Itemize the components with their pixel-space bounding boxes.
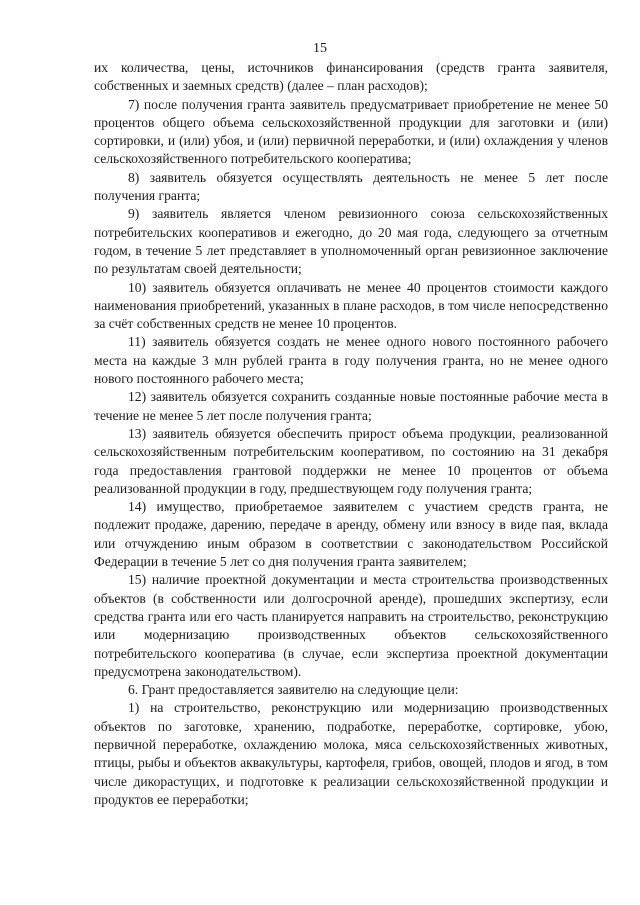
paragraph-item-7: 7) после получения гранта заявитель предусматривает приобретение не менее 50 процентов общего объема сельскохозяйственной продукции для заготовки и (или) сортировки, и (или) убоя, и (или) первичной переработки, и (или) охлаждения у членов сельскохозяйственного потребительского кооператива;: [94, 96, 608, 167]
paragraph-item-8: 8) заявитель обязуется осуществлять деятельность не менее 5 лет после получения гранта;: [94, 169, 608, 204]
paragraph-item-14: 14) имущество, приобретаемое заявителем с участием средств гранта, не подлежит продаже, дарению, передаче в аренду, обмену или взносу в виде пая, вклада или отчуждению иным образом в соответствии с законодательством Российской Федерации в течение 5 лет со дня получения гранта заявителем;: [94, 499, 608, 570]
paragraph-continuation: их количества, цены, источников финансирования (средств гранта заявителя, собственных и заемных средств) (далее – план расходов);: [94, 60, 608, 94]
paragraph-section-6: 6. Грант предоставляется заявителю на следующие цели:: [128, 682, 459, 698]
paragraph-item-13: 13) заявитель обязуется обеспечить прирост объема продукции, реализованной сельскохозяйственным потребительским кооперативом, по состоянию на 31 декабря года предоставления грантовой поддержки не менее 10 процентов от объема реализованной продукции в году, предшествующем году получения гранта;: [94, 425, 608, 496]
paragraph-item-15: 15) наличие проектной документации и места строительства производственных объектов (в собственности или долгосрочной аренде), прошедших экспертизу, если средства гранта или его часть планируется направить на строительство, реконструкцию или модернизацию производственных объектов сельскохозяйственного потребительского кооператива (в случае, если экспертиза проектной документации предусмотрена законодательством).: [94, 572, 608, 679]
paragraph-item-9: 9) заявитель является членом ревизионного союза сельскохозяйственных потребительских кооперативов и ежегодно, до 20 мая года, следующего за отчетным годом, в течение 5 лет представляет в уполномоченный орган ревизионное заключение по результатам своей деятельности;: [94, 206, 608, 277]
paragraph-item-11: 11) заявитель обязуется создать не менее одного нового постоянного рабочего места на каждые 3 млн рублей гранта в году получения гранта, но не менее одного нового постоянного рабочего места;: [94, 334, 608, 387]
document-body: [94, 59, 608, 809]
paragraph-item-10: 10) заявитель обязуется оплачивать не менее 40 процентов стоимости каждого наименования приобретений, указанных в плане расходов, в том числе непосредственно за счёт собственных средств не менее 10 процентов.: [94, 279, 608, 332]
paragraph-goal-1: 1) на строительство, реконструкцию или модернизацию производственных объектов по заготовке, хранению, подработке, переработке, сортировке, убою, первичной переработке, охлаждению молока, мяса сельскохозяйственных животных, птицы, рыбы и объектов аквакультуры, картофеля, грибов, овощей, плодов и ягод, в том числе дикорастущих, и подготовке к реализации сельскохозяйственной продукции и продуктов ее переработки;: [94, 700, 608, 807]
paragraph-item-12: 12) заявитель обязуется сохранить созданные новые постоянные рабочие места в течение не менее 5 лет после получения гранта;: [94, 389, 608, 423]
page-number: 15: [313, 41, 327, 56]
